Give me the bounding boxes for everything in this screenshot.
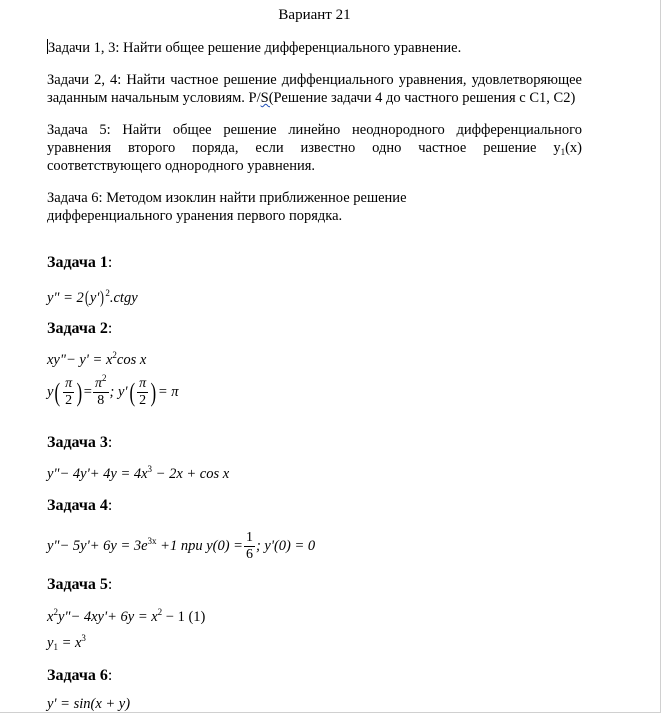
task2-equation: xy"− $y' = x^2\cos$ x: [47, 350, 147, 368]
task4-heading: Задача 4:: [47, 497, 113, 514]
task6-equation: y' = sin(x + y): [47, 696, 131, 712]
task5-heading: Задача 5:: [47, 576, 113, 593]
task3-heading: Задача 3:: [47, 434, 113, 451]
task5-particular-solution: $y_1 = x^3$: [47, 633, 86, 652]
para2-text-spellcheck: S(: [260, 90, 274, 106]
para4-line2: дифференциального уранения первого порядка.: [47, 208, 343, 224]
paragraph-task-6: [47, 189, 582, 225]
task5-equation: $x^2y"- 4xy'+ 6y = x^2 - 1$ (1): [47, 607, 206, 625]
task2-initial-conditions: y( $\frac{\pi}{2}$ ) = $\frac{\pi^2}{8}$ ; y'( $\frac{\pi}{2}$ ) = π: [47, 373, 179, 408]
para4-line1: Задача 6: Методом изоклин найти приближенное решение: [47, 190, 407, 206]
task6-heading: Задача 6:: [47, 667, 113, 684]
document-body: [47, 6, 582, 239]
frac-1-over-6: $\frac{1}{6}$: [245, 530, 253, 562]
para1-text: Задачи 1, 3: Найти общее решение дифференциального уравнение.: [48, 40, 462, 56]
frac-pi-over-2-second: $\frac{\pi}{2}$: [139, 376, 147, 408]
paragraph-tasks-1-3: [47, 39, 582, 57]
task1-heading: Задача 1:: [47, 254, 113, 271]
para3-text-b: (x) соответствующего однородного уравнения.: [47, 140, 582, 174]
task2-heading: Задача 2:: [47, 320, 113, 337]
frac-pi2-over-8: $\frac{\pi^2}{8}$: [94, 373, 107, 408]
frac-pi-over-2: $\frac{\pi}{2}$: [65, 376, 73, 408]
paragraph-task-5: [47, 121, 582, 175]
paragraph-tasks-2-4: [47, 71, 582, 107]
page-title: Вариант 21: [278, 7, 351, 23]
para3-text-a: Задача 5: Найти общее решение линейно неоднородного дифференциального уравнения второго поряда, если известно одно частное решение y: [47, 122, 582, 156]
para2-text-a: Задачи 2, 4: Найти частное решение диффенциального уравнения, удовлетворяющее заданным начальным условиям. P/: [47, 72, 582, 106]
task1-equation: y" = $2(y')^2.ctgy$: [47, 287, 138, 307]
para2-text-c: Решение задачи 4 до частного решения с С1, С2): [273, 90, 576, 106]
task3-equation: y"− $4y'+ 4y = 4x^3 - 2x + \cos x$: [47, 464, 230, 482]
task4-equation: y"− $5y'+ 6y = 3e^{3x} +1$ при y(0) = $\frac{1}{6}$ ; y'(0) = 0: [47, 530, 316, 562]
para3-sub: 1: [560, 147, 566, 157]
